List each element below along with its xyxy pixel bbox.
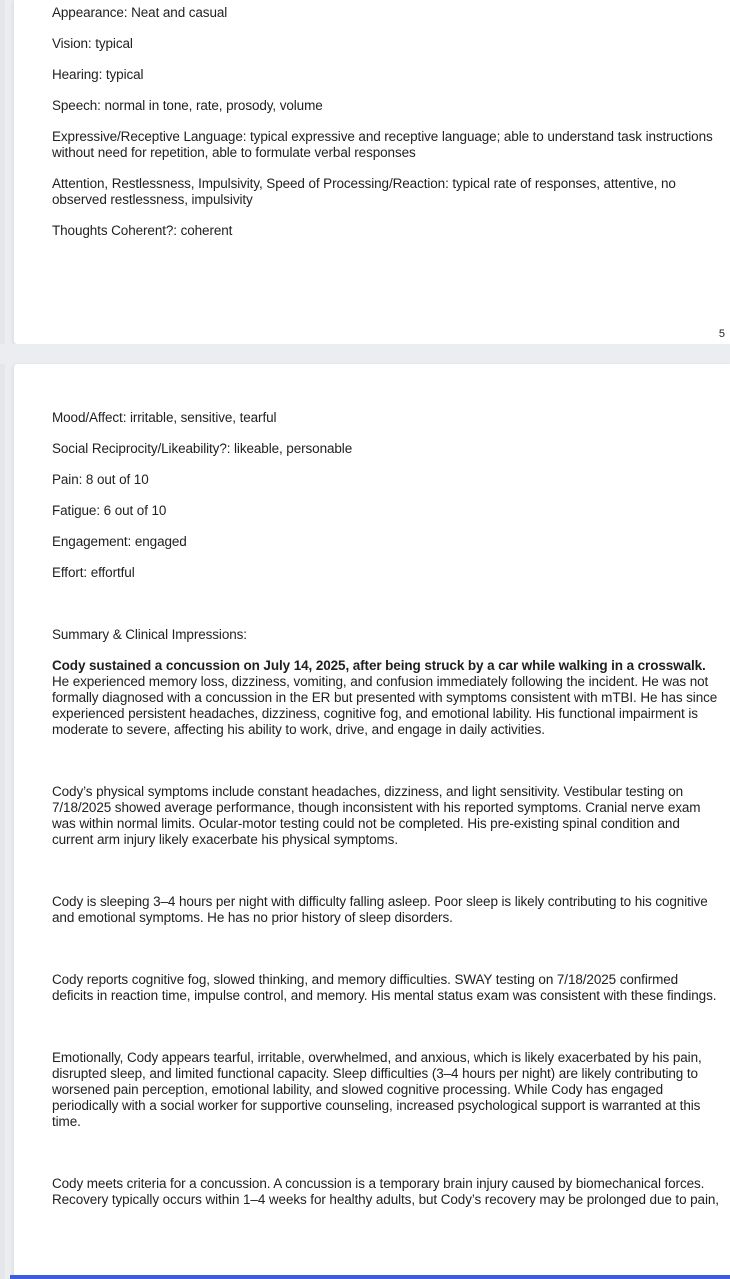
- paragraph-mood[interactable]: Mood/Affect: irritable, sensitive, tearful: [52, 410, 277, 425]
- summary-paragraph-6[interactable]: Cody meets criteria for a concussion. A concussion is a temporary brain injury caused by biomechanical forces. Recovery typically occurs within 1–4 weeks for healthy adults, but Cody’s recovery may be prolonged due to pain,: [52, 1176, 719, 1207]
- paragraph-engagement[interactable]: Engagement: engaged: [52, 534, 187, 549]
- paragraph-social[interactable]: Social Reciprocity/Likeability?: likeable, personable: [52, 441, 353, 456]
- paragraph-fatigue[interactable]: Fatigue: 6 out of 10: [52, 503, 167, 518]
- paragraph-thoughts[interactable]: Thoughts Coherent?: coherent: [52, 223, 233, 238]
- page-number: 5: [718, 328, 725, 340]
- summary-paragraph-5[interactable]: Emotionally, Cody appears tearful, irritable, overwhelmed, and anxious, which is likely exacerbated by his pain, disrupted sleep, and limited functional capacity. Sleep difficulties (3–4 hours per night) are likely contributing to worsened pain perception, emotional lability, and slowed cognitive processing. While Cody has engaged periodically with a social worker for supportive counseling, increased psychological support is warranted at this time.: [52, 1050, 702, 1129]
- paragraph-vision[interactable]: Vision: typical: [52, 36, 133, 51]
- paragraph-attention[interactable]: Attention, Restlessness, Impulsivity, Speed of Processing/Reaction: typical rate of responses, attentive, no observed restlessness, impulsivity: [52, 176, 676, 207]
- summary-paragraph-3[interactable]: Cody is sleeping 3–4 hours per night with difficulty falling asleep. Poor sleep is likely contributing to his cognitive and emotional symptoms. He has no prior history of sleep disorders.: [52, 894, 708, 925]
- paragraph-language[interactable]: Expressive/Receptive Language: typical expressive and receptive language; able to understand task instructions without need for repetition, able to formulate verbal responses: [52, 129, 713, 160]
- document-page-1[interactable]: [13, 0, 730, 344]
- paragraph-speech[interactable]: Speech: normal in tone, rate, prosody, volume: [52, 98, 323, 113]
- page-break-gap: [0, 344, 730, 364]
- paragraph-pain[interactable]: Pain: 8 out of 10: [52, 472, 149, 487]
- left-gutter-strip: [0, 0, 5, 1279]
- summary-paragraph-2[interactable]: Cody’s physical symptoms include constant headaches, dizziness, and light sensitivity. Vestibular testing on 7/18/2025 showed average performance, though inconsistent with his reported symptoms. Cranial nerve exam was within normal limits. Ocular-motor testing could not be completed. His pre-existing spinal condition and current arm injury likely exacerbate his physical symptoms.: [52, 784, 701, 847]
- summary-paragraph-4[interactable]: Cody reports cognitive fog, slowed thinking, and memory difficulties. SWAY testing on 7/18/2025 confirmed deficits in reaction time, impulse control, and memory. His mental status exam was consistent with these findings.: [52, 972, 717, 1003]
- paragraph-appearance[interactable]: Appearance: Neat and casual: [52, 5, 228, 20]
- paragraph-hearing[interactable]: Hearing: typical: [52, 67, 144, 82]
- paragraph-effort[interactable]: Effort: effortful: [52, 565, 135, 580]
- summary-heading[interactable]: Summary & Clinical Impressions:: [52, 627, 247, 642]
- bottom-accent-line: [10, 1275, 730, 1279]
- summary-paragraph-1-rest: He experienced memory loss, dizziness, vomiting, and confusion immediately following the incident. He was not formally diagnosed with a concussion in the ER but presented with symptoms consistent with mTBI. He has since experienced persistent headaches, dizziness, cognitive fog, and emotional lability. His functional impairment is moderate to severe, affecting his ability to work, drive, and engage in daily activities.: [52, 674, 718, 737]
- document-page-2[interactable]: [13, 364, 730, 1279]
- summary-paragraph-1-bold-lead: Cody sustained a concussion on July 14, 2025, after being struck by a car while walking in a crosswalk.: [52, 658, 706, 673]
- summary-paragraph-1[interactable]: [52, 658, 722, 738]
